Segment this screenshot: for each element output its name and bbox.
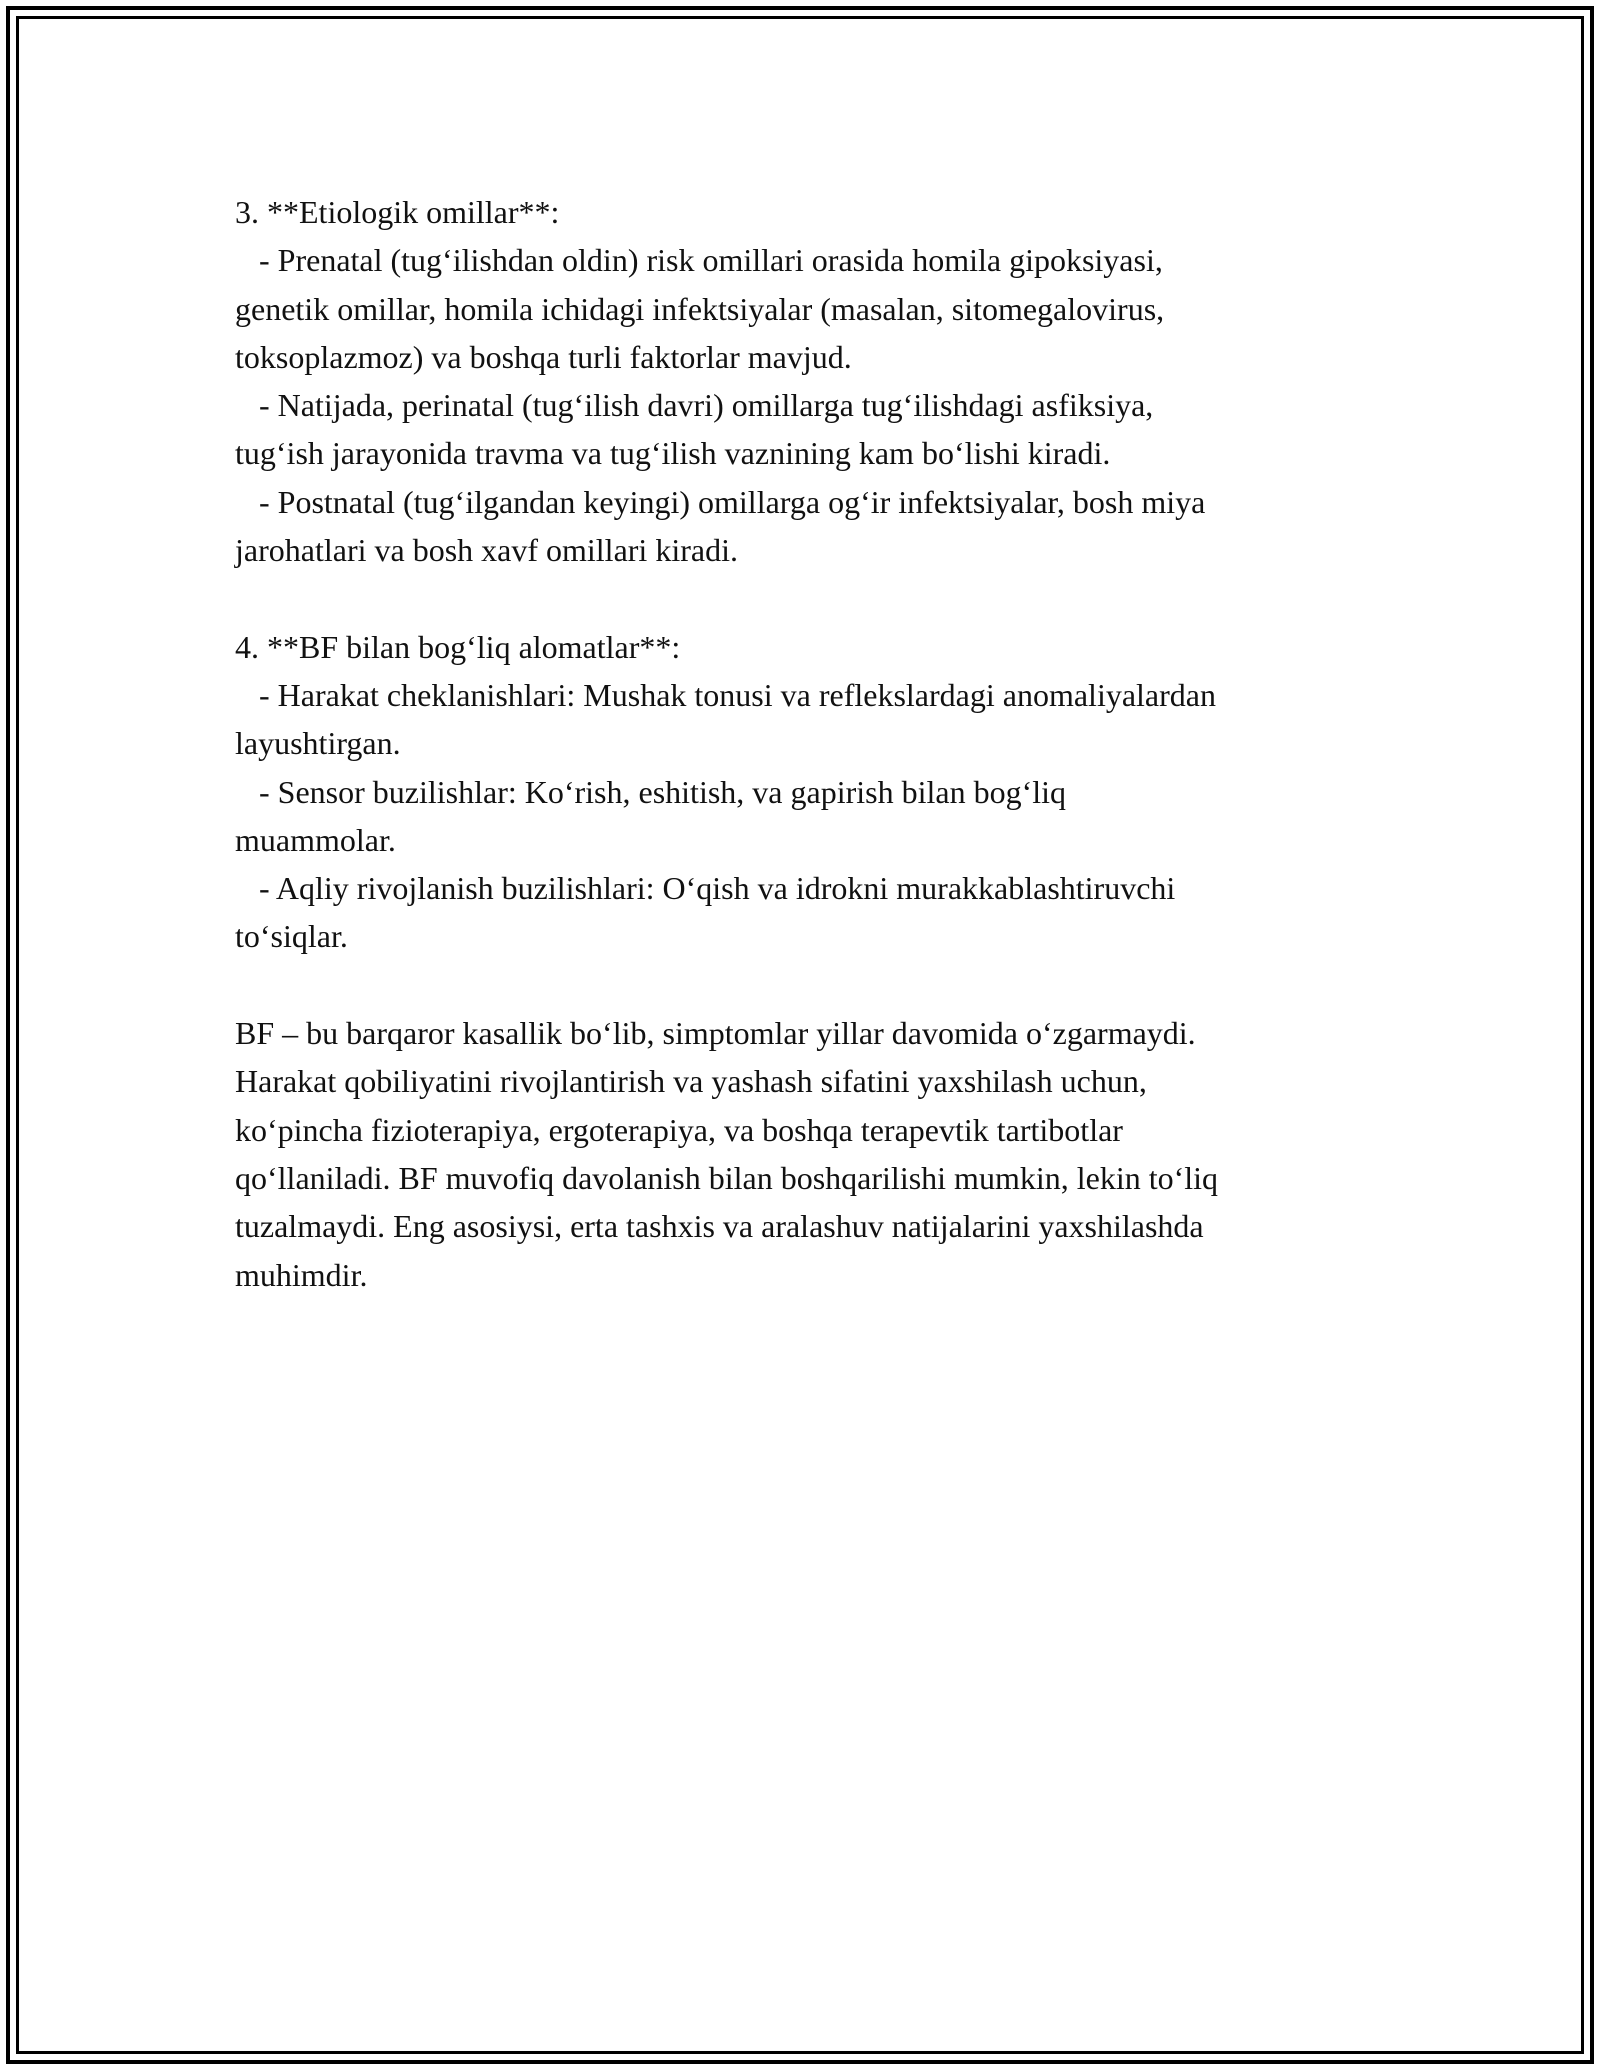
section-heading: 4. **BF bilan bog‘liq alomatlar**: xyxy=(235,628,681,665)
text-line: Harakat qobiliyatini rivojlantirish va yashash sifatini yaxshilash uchun, xyxy=(235,1063,1147,1100)
paragraph-spacer xyxy=(235,961,1415,1009)
section-heading: 3. **Etiologik omillar**: xyxy=(235,194,560,230)
text-line: tug‘ish jarayonida travma va tug‘ilish vaznining kam bo‘lishi kiradi. xyxy=(235,435,1111,472)
text-line: to‘siqlar. xyxy=(235,918,348,955)
text-line: genetik omillar, homila ichidagi infektsiyalar (masalan, sitomegalovirus, xyxy=(235,290,1165,327)
section-bf-alomatlar xyxy=(235,623,1415,961)
text-line: BF – bu barqaror kasallik bo‘lib, simptomlar yillar davomida o‘zgarmaydi. xyxy=(235,1015,1196,1052)
conclusion-paragraph xyxy=(235,1009,1415,1299)
text-line: layushtirgan. xyxy=(235,725,401,762)
paragraph-spacer xyxy=(235,574,1415,622)
text-line: ko‘pincha fizioterapiya, ergoterapiya, va boshqa terapevtik tartibotlar xyxy=(235,1111,1123,1148)
text-line: - Aqliy rivojlanish buzilishlari: O‘qish va idrokni murakkablashtiruvchi xyxy=(235,870,1176,907)
text-line: - Natijada, perinatal (tug‘ilish davri) omillarga tug‘ilishdagi asfiksiya, xyxy=(235,387,1154,424)
text-line: - Sensor buzilishlar: Ko‘rish, eshitish, va gapirish bilan bog‘liq xyxy=(235,773,1066,810)
text-line: muhimdir. xyxy=(235,1256,368,1293)
text-line: toksoplazmoz) va boshqa turli faktorlar mavjud. xyxy=(235,338,852,375)
section-etiologik-omillar xyxy=(235,188,1415,574)
document-body xyxy=(235,188,1415,1299)
text-line: qo‘llaniladi. BF muvofiq davolanish bilan boshqarilishi mumkin, lekin to‘liq xyxy=(235,1159,1219,1196)
text-line: - Postnatal (tug‘ilgandan keyingi) omillarga og‘ir infektsiyalar, bosh miya xyxy=(235,483,1206,520)
text-line: - Prenatal (tug‘ilishdan oldin) risk omillari orasida homila gipoksiyasi, xyxy=(235,242,1163,279)
text-line: jarohatlari va bosh xavf omillari kiradi. xyxy=(235,532,738,569)
text-line: tuzalmaydi. Eng asosiysi, erta tashxis va aralashuv natijalarini yaxshilashda xyxy=(235,1208,1204,1245)
text-line: muammolar. xyxy=(235,821,396,858)
text-line: - Harakat cheklanishlari: Mushak tonusi va reflekslardagi anomaliyalardan xyxy=(235,676,1216,713)
